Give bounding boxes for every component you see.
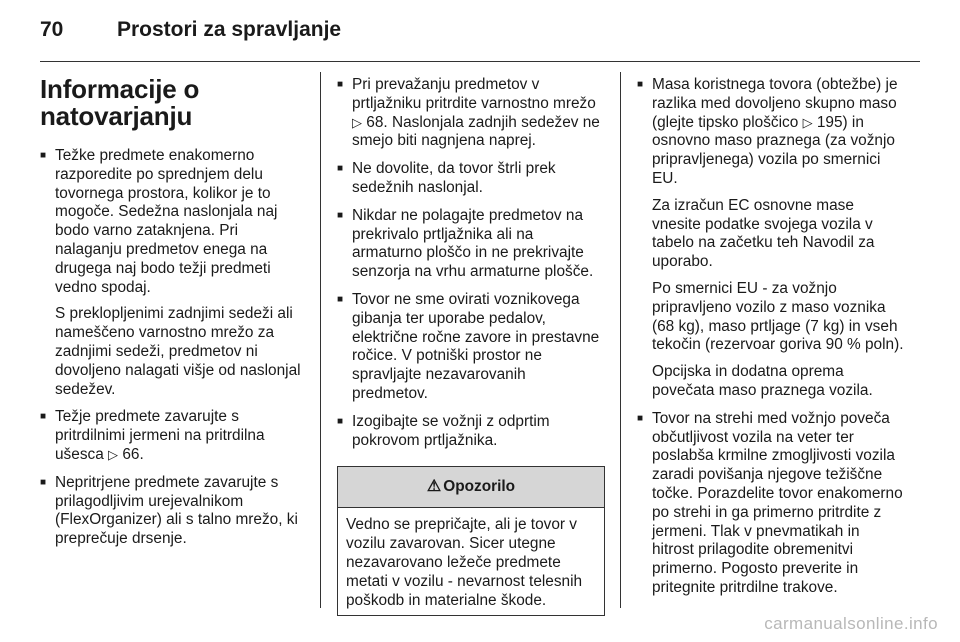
list-item	[637, 76, 905, 401]
paragraph: ■ Nikdar ne polagajte predmetov na prekrivalo prtljažnika ali na armaturno ploščo in ne prekrivajte senzorja na vrhu armaturne plošče.	[352, 206, 594, 281]
list-item	[637, 410, 905, 598]
warning-text: Vedno se prepričajte, ali je tovor v vozilu zavarovan. Sicer utegne nezavarovano ležeče predmete metati v vozilu - nevarnost telesnih poškodb in materialne škode.	[346, 516, 583, 609]
column-middle	[337, 76, 605, 616]
list-item	[337, 291, 605, 404]
list-item	[40, 408, 306, 464]
page-reference-icon: ▷	[352, 114, 362, 130]
paragraph: Opcijska in dodatna oprema povečata maso praznega vozila.	[652, 363, 873, 399]
warning-title: Opozorilo	[443, 478, 516, 496]
header-divider	[40, 61, 920, 62]
chapter-title: Prostori za spravljanje	[117, 18, 342, 41]
list-item	[40, 147, 306, 399]
list-item	[337, 76, 605, 151]
page-reference-icon: ▷	[108, 446, 119, 462]
list-item	[337, 207, 605, 282]
column-divider-right	[620, 72, 621, 608]
page-reference[interactable]: 68	[366, 113, 384, 131]
watermark: carmanualsonline.info	[764, 614, 938, 633]
warning-icon: ⚠	[426, 478, 442, 496]
list-item	[40, 474, 306, 549]
paragraph: S preklopljenimi zadnjimi sedeži ali nameščeno varnostno mrežo za zadnjimi sedeži, predmetov ni dovoljeno nalagati višje od naslonjal sedežev.	[55, 305, 301, 398]
warning-header	[338, 467, 604, 508]
paragraph	[652, 76, 905, 189]
paragraph	[352, 76, 605, 151]
paragraph	[55, 408, 306, 464]
text-span: Težje predmete zavarujte s pritrdilnimi jermeni na pritrdilna ušesca	[55, 408, 265, 463]
paragraph: ■ Težke predmete enakomerno razporedite po sprednjem delu tovornega prostora, kolikor je to mogoče. Sedežna naslonjala naj bodo varno zataknjena. Pri nalaganju predmetov enega na drugega naj bodo težji predmeti vedno spodaj.	[55, 147, 278, 296]
section-title-line-1: Informacije o	[40, 74, 200, 104]
section-title	[40, 76, 306, 130]
page-reference[interactable]: 66	[122, 445, 140, 463]
paragraph: ■ Izogibajte se vožnji z odprtim pokrovom prtljažnika.	[352, 412, 550, 449]
paragraph: ■ Nepritrjene predmete zavarujte s prilagodljivim urejevalnikom (FlexOrganizer) ali s talno mrežo, ki preprečuje drsenje.	[55, 473, 298, 548]
page-number: 70	[40, 18, 64, 41]
page-reference-icon: ▷	[802, 114, 813, 130]
warning-box	[337, 466, 605, 616]
section-title-line-2: natovarjanju	[40, 101, 193, 131]
paragraph: Po smernici EU - za vožnjo pripravljeno vozilo z maso voznika (68 kg), maso prtljage (7 kg) in vseh tekočin (rezervoar goriva 90 % poln).	[652, 279, 904, 354]
text-span: ) in osnovno maso praznega (za vožnjo pripravljenega) vozila po smernici EU.	[652, 113, 895, 187]
text-span: . Naslonjala zadnjih sedežev ne smejo biti nagnjena naprej.	[352, 113, 600, 150]
paragraph: Za izračun EC osnovne mase vnesite podatke svojega vozila v tabelo na začetku teh Navodil za uporabo.	[652, 196, 875, 271]
page-header	[40, 18, 920, 48]
paragraph: ■ Tovor ne sme ovirati voznikovega gibanja ter uporabe pedalov, električne ročne zavore in prestavne ročice. V potniški prostor ne spravljajte nezavarovanih predmetov.	[352, 290, 600, 402]
list-item	[337, 160, 605, 198]
text-span: .	[139, 445, 144, 463]
paragraph: ■ Ne dovolite, da tovor štrli prek sedežnih naslonjal.	[352, 160, 556, 196]
text-span: Pri prevažanju predmetov v prtljažniku pritrdite varnostno mrežo	[352, 76, 596, 112]
column-divider-left	[320, 72, 321, 608]
column-left	[40, 76, 306, 558]
list-item	[337, 413, 605, 451]
column-right	[637, 76, 905, 607]
paragraph: ■ Tovor na strehi med vožnjo poveča občutljivost vozila na veter ter poslabša krmilne zmogljivosti vozila zaradi povišanja njegove težiščne točke. Porazdelite tovor enakomerno po strehi in ga primerno pritrdite z jermeni. Tlak v pnevmatikah in hitrost prilagodite obremenitvi primerno. Pogosto preverite in pritegnite pritrdilne trakove.	[652, 409, 903, 596]
page-reference[interactable]: 195	[816, 113, 843, 131]
text-span: Masa koristnega tovora (obtežbe) je razlika med dovoljeno skupno maso (glejte tipsko ploščico	[652, 76, 898, 131]
